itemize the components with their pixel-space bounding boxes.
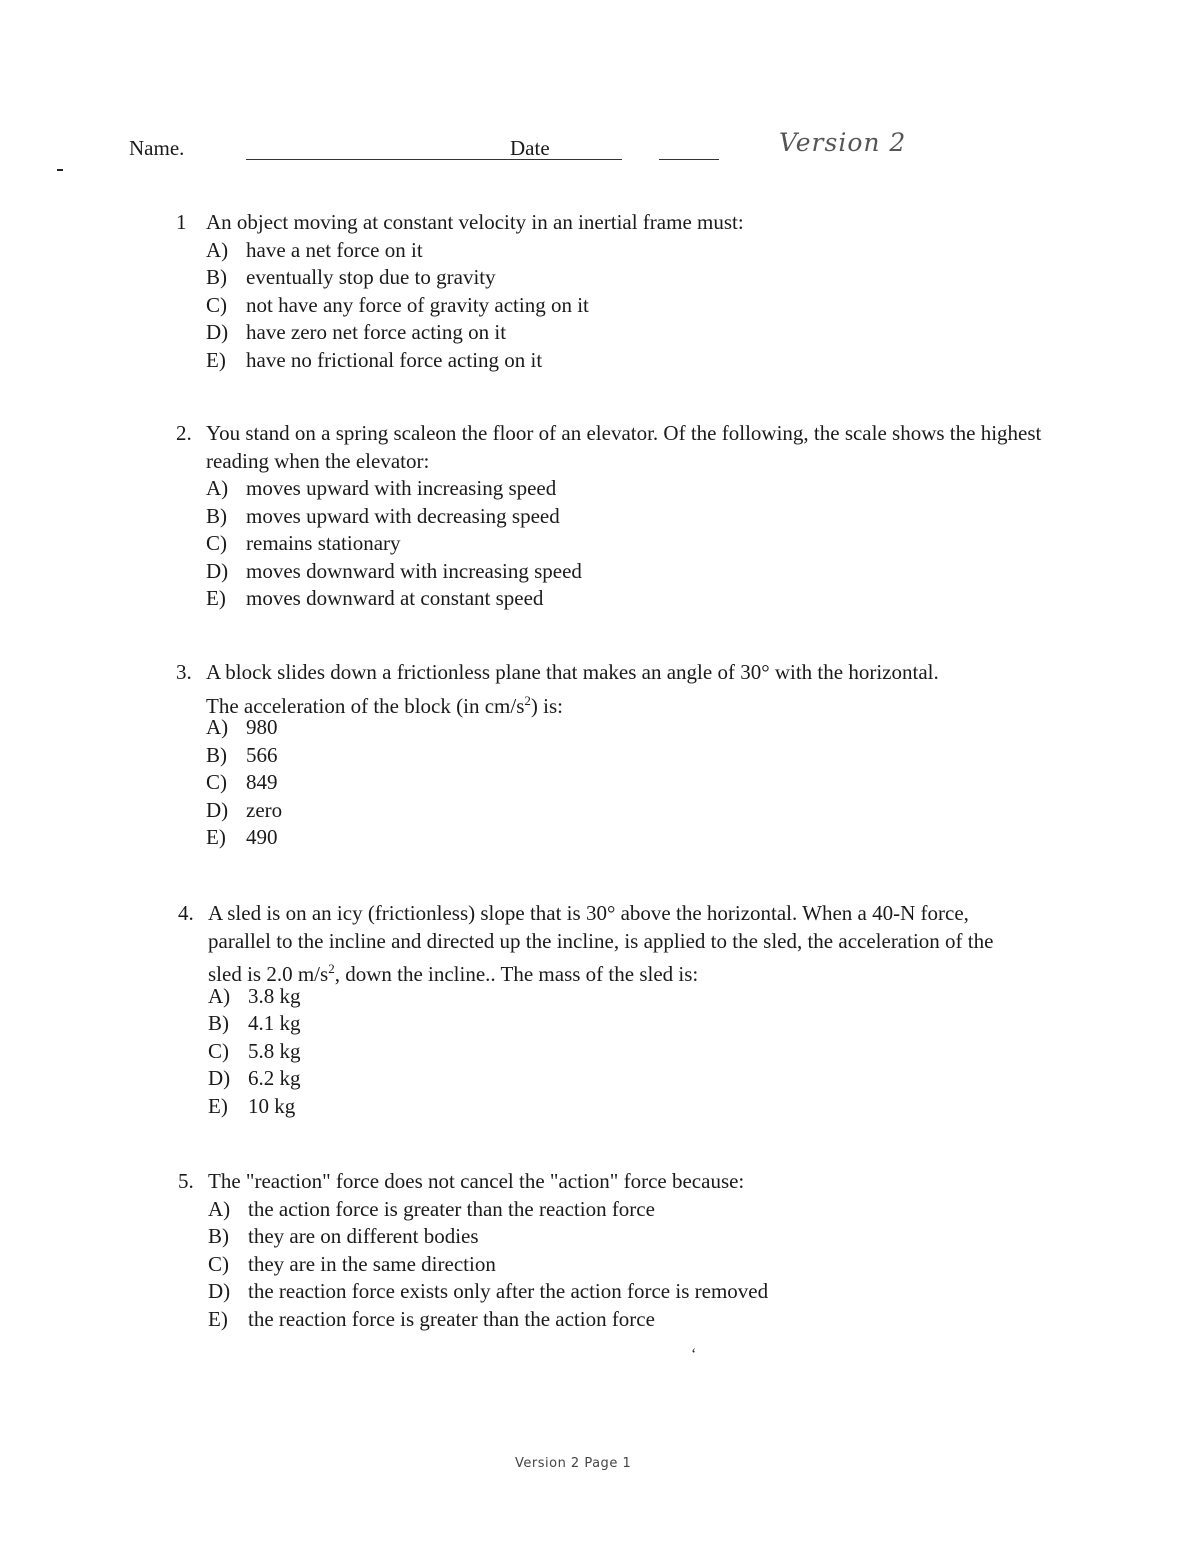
- option-text: zero: [246, 797, 283, 822]
- option-a: [206, 714, 1006, 742]
- option-text: 980: [246, 715, 278, 739]
- question-number: 2.: [176, 421, 192, 445]
- question-number: 1: [176, 210, 187, 234]
- superscript: 2: [524, 692, 531, 708]
- option-e: [208, 1093, 1008, 1121]
- option-letter: A): [206, 476, 229, 500]
- option-a: [206, 237, 1006, 265]
- option-d: [206, 558, 1006, 586]
- option-letter: D): [206, 558, 229, 583]
- question-stem: An object moving at constant velocity in an inertial frame must:: [206, 210, 744, 234]
- stem-text: A sled is on an icy (frictionless) slope that is 30° above the horizontal. When a 40-N force, parallel to the incline and directed up the incline, is applied to the sled, the acceleration of the sled is 2.0 m/s: [208, 901, 994, 986]
- option-letter: B): [206, 742, 227, 767]
- option-letter: B): [206, 503, 227, 528]
- option-e: [206, 347, 1006, 375]
- option-b: [206, 503, 1006, 531]
- option-letter: B): [206, 265, 227, 289]
- option-letter: D): [208, 1066, 231, 1090]
- option-letter: E): [208, 1306, 228, 1331]
- stem-text: ) is:: [530, 693, 563, 718]
- stray-tick-mark: ‘: [691, 1346, 697, 1363]
- option-text: 490: [246, 825, 278, 849]
- question-stem: The "reaction" force does not cancel the "action" force because:: [208, 1169, 745, 1193]
- question-number: 4.: [178, 901, 194, 925]
- option-text: they are on different bodies: [248, 1224, 479, 1248]
- date-blank-line: [659, 159, 719, 160]
- handwritten-version-note: Version 2: [779, 128, 907, 157]
- answer-options: [208, 1196, 1008, 1334]
- stray-scan-mark: [57, 169, 63, 171]
- option-text: 5.8 kg: [248, 1038, 301, 1063]
- option-c: [206, 292, 1006, 320]
- question-number: 5.: [178, 1169, 194, 1193]
- option-letter: C): [206, 770, 227, 794]
- question-stem: [206, 659, 1046, 720]
- option-letter: C): [208, 1038, 229, 1063]
- answer-options: [206, 714, 1006, 852]
- option-c: [206, 769, 1006, 797]
- option-text: not have any force of gravity acting on it: [246, 292, 589, 317]
- option-text: 6.2 kg: [248, 1066, 301, 1090]
- question-stem: [208, 900, 1023, 989]
- option-a: [208, 1196, 1008, 1224]
- option-text: moves upward with increasing speed: [246, 476, 557, 500]
- option-text: they are in the same direction: [248, 1251, 496, 1276]
- option-d: [206, 319, 1006, 347]
- option-text: remains stationary: [246, 531, 401, 555]
- option-e: [206, 824, 1006, 852]
- stem-line-1: A block slides down a frictionless plane that makes an angle of 30° with the horizontal.: [206, 660, 939, 684]
- option-text: moves downward at constant speed: [246, 586, 544, 610]
- answer-options: [206, 237, 1006, 375]
- option-text: moves downward with increasing speed: [246, 558, 582, 583]
- option-letter: E): [208, 1093, 228, 1118]
- option-text: have no frictional force acting on it: [246, 347, 543, 372]
- option-e: [208, 1306, 1008, 1334]
- option-text: the action force is greater than the reaction force: [248, 1196, 655, 1221]
- option-e: [206, 585, 1006, 613]
- option-c: [208, 1038, 1008, 1066]
- question-stem: You stand on a spring scaleon the floor of an elevator. Of the following, the scale shows the highest reading when the elevator:: [206, 421, 1042, 473]
- option-letter: A): [208, 983, 231, 1008]
- option-letter: B): [208, 1011, 229, 1035]
- option-b: [206, 742, 1006, 770]
- option-letter: B): [208, 1224, 229, 1248]
- option-letter: C): [208, 1251, 229, 1276]
- option-c: [208, 1251, 1008, 1279]
- option-c: [206, 530, 1006, 558]
- option-letter: D): [206, 320, 229, 344]
- stem-text: The acceleration of the block (in cm/s: [206, 693, 525, 718]
- option-d: [206, 797, 1006, 825]
- exam-header: [129, 128, 1029, 166]
- option-letter: D): [206, 797, 229, 822]
- option-letter: A): [206, 237, 229, 262]
- option-letter: C): [206, 292, 227, 317]
- option-b: [208, 1223, 1008, 1251]
- date-label: Date: [510, 136, 550, 160]
- option-text: have zero net force acting on it: [246, 320, 507, 344]
- option-text: the reaction force is greater than the action force: [248, 1306, 655, 1331]
- stem-text: , down the incline.. The mass of the sled is:: [334, 962, 699, 986]
- option-a: [206, 475, 1006, 503]
- option-letter: A): [206, 715, 229, 739]
- option-letter: C): [206, 531, 227, 555]
- option-d: [208, 1278, 1008, 1306]
- name-blank-line: [246, 159, 622, 160]
- answer-options: [208, 983, 1008, 1121]
- option-text: 849: [246, 770, 278, 794]
- option-letter: E): [206, 347, 226, 372]
- option-letter: E): [206, 586, 226, 610]
- option-text: have a net force on it: [246, 237, 423, 262]
- question-number: 3.: [176, 660, 192, 684]
- option-b: [206, 264, 1006, 292]
- option-letter: A): [208, 1196, 231, 1221]
- option-text: moves upward with decreasing speed: [246, 503, 560, 528]
- answer-options: [206, 475, 1006, 613]
- superscript: 2: [328, 961, 335, 976]
- option-a: [208, 983, 1008, 1011]
- option-text: 4.1 kg: [248, 1011, 301, 1035]
- option-text: 566: [246, 742, 278, 767]
- option-letter: D): [208, 1279, 231, 1303]
- option-text: 10 kg: [248, 1093, 296, 1118]
- option-text: the reaction force exists only after the action force is removed: [248, 1279, 769, 1303]
- option-text: eventually stop due to gravity: [246, 265, 496, 289]
- name-label: Name.: [129, 136, 185, 160]
- page-footer: Version 2 Page 1: [515, 1456, 632, 1471]
- option-b: [208, 1010, 1008, 1038]
- option-d: [208, 1065, 1008, 1093]
- option-text: 3.8 kg: [248, 983, 301, 1008]
- option-letter: E): [206, 825, 226, 849]
